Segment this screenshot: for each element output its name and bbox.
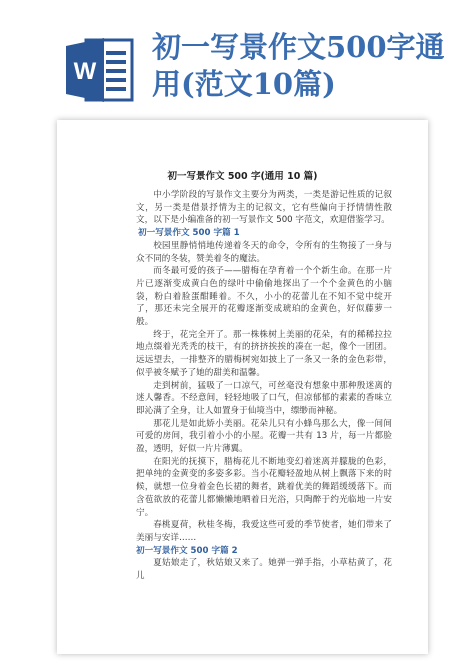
word-document-icon — [66, 38, 134, 102]
intro-paragraph: 中小学阶段的写景作文主要分为两类，一类是游记性质的记叙文，另一类是借景抒情为主的记叙文，它有些偏向于抒情情性散文，以下是小编准备的初一写景作文 500 字范文，欢迎借鉴学习。 — [136, 190, 392, 226]
section-heading-1: 初一写景作文 500 字篇 1 — [138, 228, 240, 239]
paragraph: 终于，花完全开了。那一株株树上美丽的花朵，有的稀稀拉拉地点缀着光秃秃的枝干，有的挤挤挨挨的凑在一起，像个一团团。远远望去，一排整齐的腊梅树宛如披上了一条又一条的金色彩带，似乎被冬赋予了她的甜美和温馨。 — [136, 329, 392, 378]
paragraph: 校园里静悄悄地传递着冬天的命令，令所有的生物接了一身与众不同的冬装，赞美着冬的魔法。 — [136, 240, 392, 264]
paragraph: 走到树前，猛吸了一口凉气，可丝毫没有想象中那种殷迷离的迷人馨香。不经意间，轻轻地吸了口气，但凉郁郁的素素的香味立即沁满了全身，让人如置身于仙境当中，缥缈而神秘。 — [136, 380, 392, 416]
paragraph: 夏姑娘走了，秋姑娘又来了。她弹一弹手指，小草枯黄了，花儿 — [136, 558, 392, 582]
header-banner — [0, 0, 474, 125]
banner-title: 初一写景作文500字通用(范文10篇) — [152, 30, 445, 101]
paragraph: 在阳光的抚摸下，腊梅花儿不断地变幻着迷离并朦胧的色彩，把单纯的金黄变的多姿多彩。当小花瓣轻盈地从树上飘落下来的时候，就想一位身着金色长裙的舞者，跳着优美的舞蹈缓缓落下。而含苞欲放的花蕾儿都懒懒地晒着日光浴，只陶醉于约光临地一片安宁。 — [136, 456, 392, 518]
document-body — [136, 189, 392, 583]
document-title: 初一写景作文 500 字(通用 10 篇) — [167, 171, 318, 182]
word-logo-letter: W — [73, 58, 97, 85]
paragraph: 那花儿是如此娇小美丽。花朵儿只有小蜂鸟那么大，像一间间可爱的房间，我引着小小的小屋。花瓣一共有 13 片，每一片都脸盈，透明，好似一片片薄翼。 — [136, 418, 392, 455]
document-page — [57, 120, 428, 654]
section-heading-2: 初一写景作文 500 字篇 2 — [136, 545, 238, 556]
paragraph: 而冬最可爱的孩子——腊梅在孕育着一个个新生命。在那一片片已逐渐变成黄白色的绿叶中偷偷地探出了一个个金黄色的小脑袋，粉白着脸蛋酣睡着。不久，小小的花蕾儿在不知不觉中绽开了，那还未完全展开的花瓣逐渐变成琥珀的金黄色，好似藤萝一般。 — [136, 266, 392, 328]
paragraph: 春桃夏荷，秋桂冬梅，我爱这些可爱的季节使者，她们带来了美丽与安详…… — [136, 520, 392, 543]
